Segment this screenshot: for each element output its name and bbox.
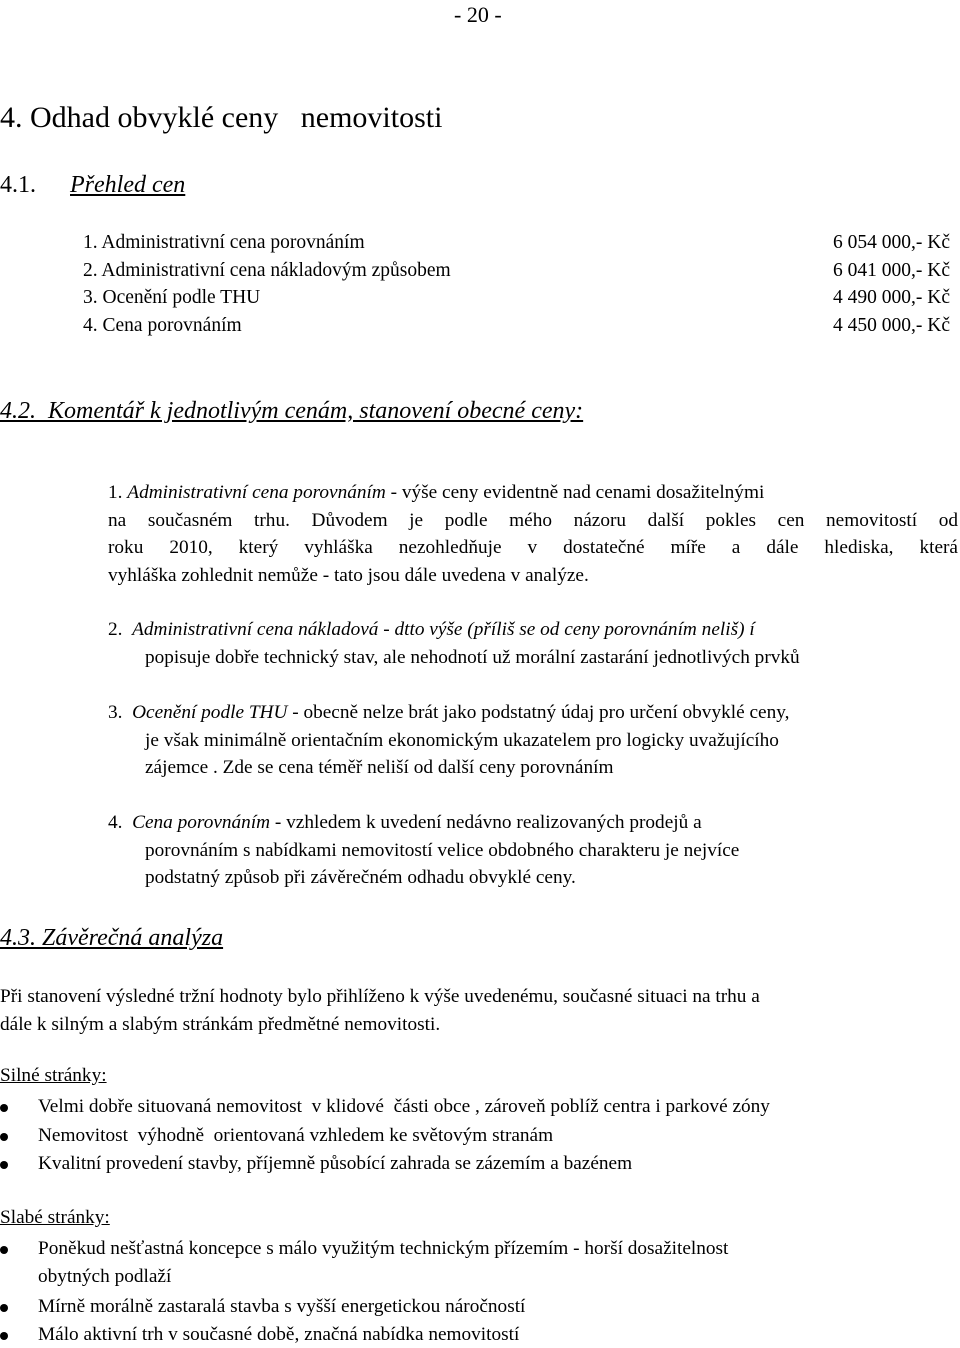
comment-text: - obecně nelze brát jako podstatný údaj pro určení obvyklé ceny,	[287, 702, 789, 723]
bullet-icon	[0, 1104, 8, 1112]
comment-4	[108, 809, 958, 892]
strengths-heading: Silné stránky:	[0, 1065, 107, 1087]
comment-lead: Ocenění podle THU	[132, 702, 287, 723]
list-item	[0, 1150, 960, 1179]
price-row	[83, 284, 950, 312]
list-item-text: Málo aktivní trh v současné době, značná nabídka nemovitostí	[38, 1324, 519, 1345]
strengths-list	[0, 1093, 960, 1179]
bullet-icon	[0, 1332, 8, 1340]
list-item	[0, 1235, 960, 1290]
comment-line: podstatný způsob při závěrečném odhadu obvyklé ceny.	[108, 864, 958, 892]
comment-1	[108, 479, 958, 589]
comment-line: porovnáním s nabídkami nemovitostí velice obdobného charakteru je nejvíce	[108, 837, 958, 865]
price-row	[83, 312, 950, 340]
price-value: 4 450 000,- Kč	[833, 312, 950, 340]
comment-text: Administrativní cena nákladová - dtto výše (příliš se od ceny porovnáním neliš) í	[132, 619, 755, 640]
comment-lead: Cena porovnáním	[132, 812, 270, 833]
price-label: 2. Administrativní cena nákladovým způsobem	[83, 257, 451, 285]
comment-line	[108, 809, 958, 837]
list-item	[0, 1093, 960, 1122]
comment-line	[108, 479, 958, 507]
comment-number: 2.	[108, 619, 122, 640]
comment-line: vyhláška zohlednit nemůže - tato jsou dále uvedena v analýze.	[108, 562, 958, 590]
list-item	[0, 1321, 960, 1348]
comment-number: 1.	[108, 482, 122, 503]
bullet-icon	[0, 1133, 8, 1141]
section-4-1-title: Přehled cen	[70, 172, 185, 198]
price-label: 4. Cena porovnáním	[83, 312, 242, 340]
comment-line: je však minimálně orientačním ekonomickým ukazatelem pro logicky uvažujícího	[108, 727, 958, 755]
list-item-text: Mírně morálně zastaralá stavba s vyšší energetickou náročností	[38, 1296, 525, 1317]
section-4-2-heading: 4.2. Komentář k jednotlivým cenám, stanovení obecné ceny:	[0, 398, 583, 425]
list-item-text: Poněkud nešťastná koncepce s málo využitým technickým přízemím - horší dosažitelnost	[38, 1235, 958, 1263]
analysis-line: dále k silným a slabým stránkám předmětné nemovitosti.	[0, 1011, 958, 1039]
price-label: 3. Ocenění podle THU	[83, 284, 260, 312]
price-value: 4 490 000,- Kč	[833, 284, 950, 312]
bullet-icon	[0, 1161, 8, 1169]
section-4-heading: 4. Odhad obvyklé ceny nemovitosti	[0, 101, 442, 135]
price-summary-list	[83, 229, 950, 339]
analysis-line: Při stanovení výsledné tržní hodnoty bylo přihlíženo k výše uvedenému, současné situaci na trhu a	[0, 983, 958, 1011]
price-label: 1. Administrativní cena porovnáním	[83, 229, 365, 257]
price-value: 6 041 000,- Kč	[833, 257, 950, 285]
bullet-icon	[0, 1304, 8, 1312]
comment-number: 3.	[108, 702, 122, 723]
list-item-text: Velmi dobře situovaná nemovitost v klidové části obce , zároveň poblíž centra i parkové zóny	[38, 1096, 770, 1117]
comment-line	[108, 616, 958, 644]
section-4-1-heading	[0, 172, 185, 199]
comment-text: - vzhledem k uvedení nedávno realizovaných prodejů a	[270, 812, 702, 833]
section-4-1-number: 4.1.	[0, 172, 36, 198]
comment-2	[108, 616, 958, 671]
list-item-text: Nemovitost výhodně orientovaná vzhledem ke světovým stranám	[38, 1125, 553, 1146]
weaknesses-heading: Slabé stránky:	[0, 1207, 110, 1229]
price-value: 6 054 000,- Kč	[833, 229, 950, 257]
weaknesses-list	[0, 1235, 960, 1348]
comment-number: 4.	[108, 812, 122, 833]
comment-3	[108, 699, 958, 782]
bullet-icon	[0, 1246, 8, 1254]
list-item	[0, 1293, 960, 1321]
section-4-3-heading: 4.3. Závěrečná analýza	[0, 925, 223, 952]
list-item-text: Kvalitní provedení stavby, příjemně působící zahrada se zázemím a bazénem	[38, 1153, 632, 1174]
price-row	[83, 257, 950, 285]
comment-lead: Administrativní cena porovnáním	[127, 482, 385, 503]
comment-line: na současném trhu. Důvodem je podle mého názoru další pokles cen nemovitostí od	[108, 507, 958, 535]
comment-text: - výše ceny evidentně nad cenami dosažitelnými	[386, 482, 765, 503]
comment-line: popisuje dobře technický stav, ale nehodnotí už morální zastarání jednotlivých prvků	[108, 644, 958, 672]
price-row	[83, 229, 950, 257]
list-item	[0, 1122, 960, 1151]
list-item-text: obytných podlaží	[38, 1263, 960, 1291]
page-number: - 20 -	[454, 2, 502, 28]
analysis-paragraph	[0, 983, 958, 1038]
comment-line: roku 2010, který vyhláška nezohledňuje v dostatečné míře a dále hlediska, která	[108, 534, 958, 562]
comment-line	[108, 699, 958, 727]
comment-line: zájemce . Zde se cena téměř neliší od další ceny porovnáním	[108, 754, 958, 782]
